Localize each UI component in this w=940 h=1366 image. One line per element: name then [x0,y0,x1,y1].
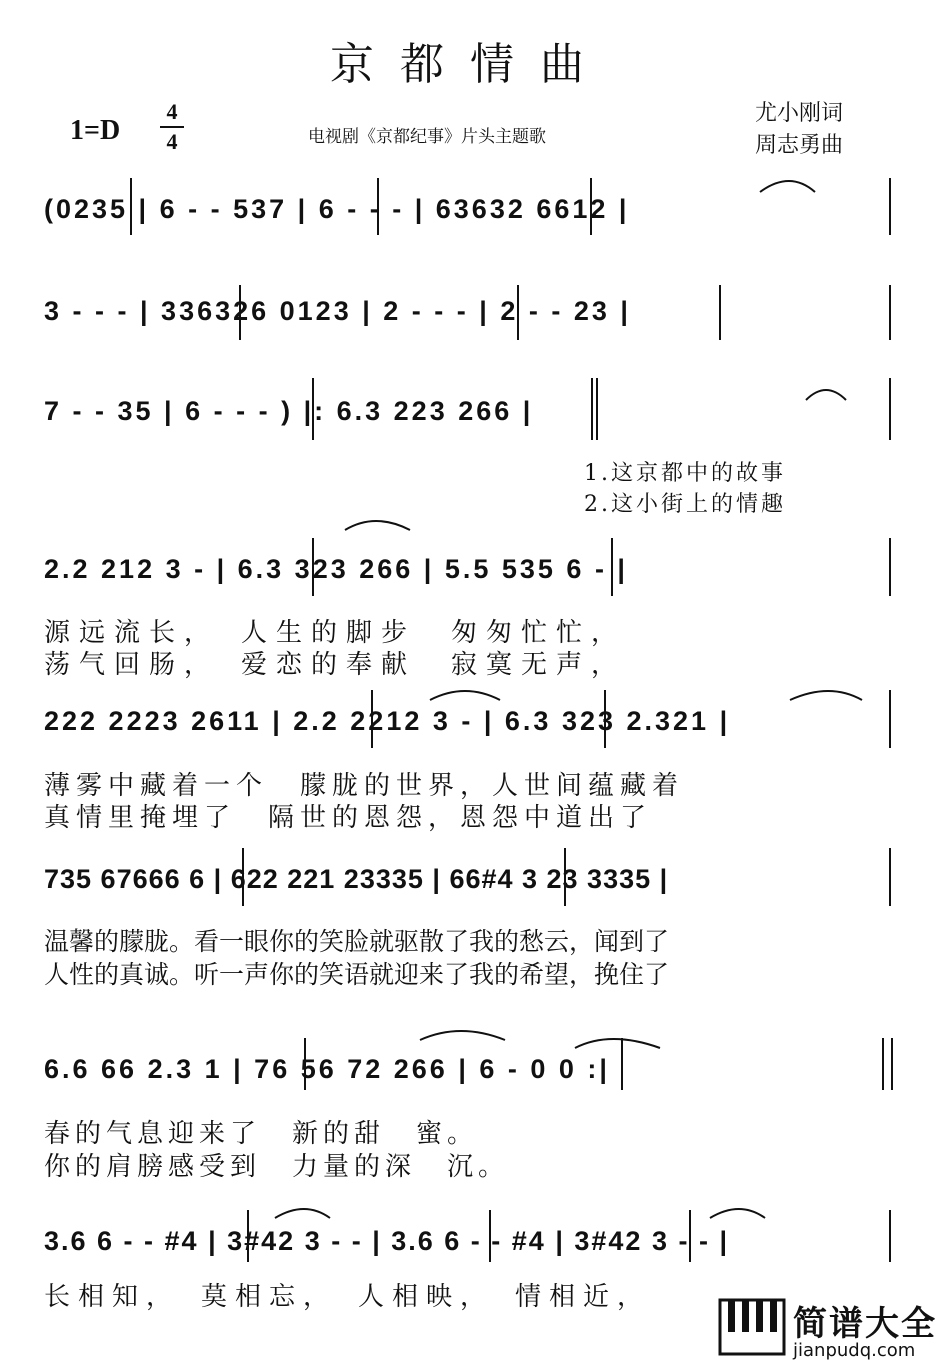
lyric-verse-2-intro: 2.这小街上的情趣 [584,492,786,517]
notation-line-5: 222 2223 2611 | 2.2 2212 3 - | 6.3 323 2.321 | [44,706,731,736]
watermark-url: jianpudq.com [793,1340,916,1361]
notation-line-2: 3 - - - | 336326 0123 | 2 - - - | 2 - - 23 | [44,296,631,326]
composer: 周志勇曲 [755,133,844,158]
subtitle: 电视剧《京都纪事》片头主题歌 [308,127,546,147]
time-sig-top: 4 [166,99,178,124]
notation-line-3: 7 - - 35 | 6 - - - ) |: 6.3 223 266 | [44,396,534,426]
piano-keys-icon [718,1296,788,1356]
lyric-line-4b: 荡气回肠， 爱恋的奉献 寂寞无声， [44,650,627,680]
lyric-line-6a: 温馨的朦胧。看一眼你的笑脸就驱散了我的愁云，闻到了 [44,927,670,956]
notation-line-8: 3.6 6 - - #4 | 3#42 3 - - | 3.6 6 - - #4 | 3#42 3 - - | [44,1226,730,1256]
lyric-line-5b: 真情里掩埋了 隔世的恩怨，恩怨中道出了 [44,803,653,833]
song-title: 京都情曲 [330,39,610,90]
lyric-line-5a: 薄雾中藏着一个 朦胧的世界，人世间蕴藏着 [44,771,685,801]
lyricist: 尤小刚词 [755,101,844,126]
lyric-line-7a: 春的气息迎来了 新的甜 蜜。 [44,1119,479,1149]
lyric-line-8: 长相知， 莫相忘， 人相映， 情相近， [44,1282,652,1312]
notation-line-6: 735 67666 6 | 622 221 23335 | 66#4 3 23 3335 | [44,864,669,894]
lyric-verse-1-intro: 1.这京都中的故事 [584,461,786,486]
notation-line-7: 6.6 66 2.3 1 | 76 56 72 266 | 6 - 0 0 :| [44,1054,610,1084]
notation-line-1: (0235 | 6 - - 537 | 6 - - - | 63632 6612 | [44,194,630,224]
key-signature: 1=D [70,115,121,146]
watermark-name: 简谱大全 [793,1304,937,1344]
lyric-line-4a: 源远流长， 人生的脚步 匆匆忙忙， [44,618,627,648]
time-sig-bottom: 4 [166,129,178,154]
lyric-line-6b: 人性的真诚。听一声你的笑语就迎来了我的希望，挽住了 [44,960,670,989]
notation-line-4: 2.2 212 3 - | 6.3 323 266 | 5.5 535 6 - | [44,554,628,584]
lyric-line-7b: 你的肩膀感受到 力量的深 沉。 [44,1152,510,1182]
